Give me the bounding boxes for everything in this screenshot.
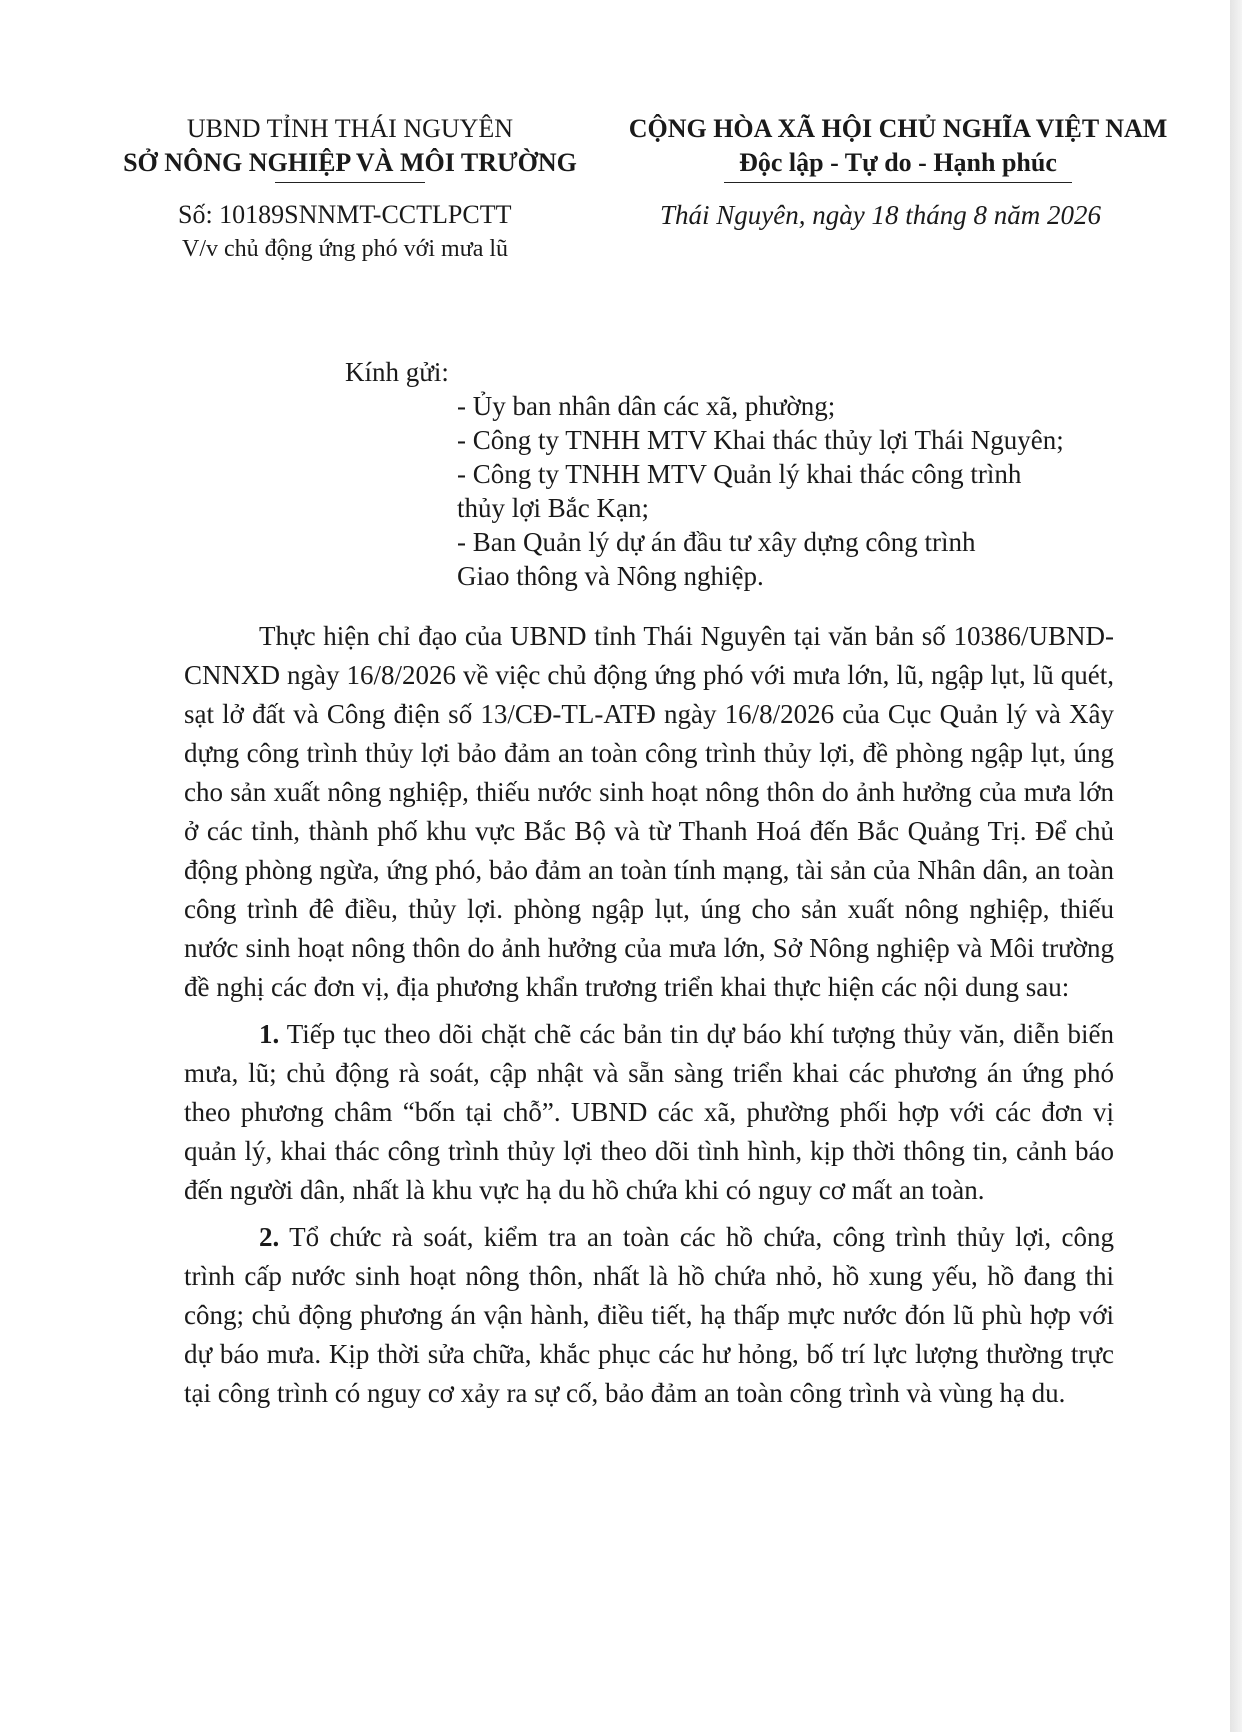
recipients-block	[345, 355, 1135, 593]
issuing-agency	[100, 112, 600, 183]
document-number: Số: 10189SNNMT-CCTLPCTT	[178, 200, 512, 229]
recipient-item: - Công ty TNHH MTV Khai thác thủy lợi Thái Nguyên;	[457, 425, 1064, 455]
document-subject: V/v chủ động ứng phó với mưa lũ	[182, 236, 509, 262]
recipient-item: - Công ty TNHH MTV Quản lý khai thác công trình	[457, 459, 1022, 489]
agency-parent: UBND TỈNH THÁI NGUYÊN	[186, 114, 514, 143]
paragraph-1	[184, 1015, 1114, 1210]
document-body	[184, 617, 1114, 1421]
paragraph-1-number: 1.	[259, 1019, 280, 1049]
recipients-greeting: Kính gửi:	[345, 357, 449, 387]
document-date: Thái Nguyên, ngày 18 tháng 8 năm 2026	[660, 200, 1101, 230]
agency-name: SỞ NÔNG NGHIỆP VÀ MÔI TRƯỜNG	[123, 148, 577, 177]
paragraph-2-text: Tổ chức rà soát, kiểm tra an toàn các hồ chứa, công trình thủy lợi, công trình cấp nước sinh hoạt nông thôn, nhất là hồ chứa nhỏ, hồ xung yếu, hồ đang thi công; chủ động phương án vận hành, điều tiết, hạ thấp mực nước đón lũ phù hợp với dự báo mưa. Kịp thời sửa chữa, khắc phục các hư hỏng, bố trí lực lượng thường trực tại công trình có nguy cơ xảy ra sự cố, bảo đảm an toàn công trình và vùng hạ du.	[184, 1222, 1114, 1408]
recipient-item: - Ủy ban nhân dân các xã, phường;	[457, 391, 836, 421]
motto: Độc lập - Tự do - Hạnh phúc	[739, 148, 1057, 177]
intro-paragraph: Thực hiện chỉ đạo của UBND tỉnh Thái Nguyên tại văn bản số 10386/UBND-CNNXD ngày 16/8/2026 về việc chủ động ứng phó với mưa lớn, lũ, ngập lụt, lũ quét, sạt lở đất và Công điện số 13/CĐ-TL-ATĐ ngày 16/8/2026 của Cục Quản lý và Xây dựng công trình thủy lợi bảo đảm an toàn công trình thủy lợi, đề phòng ngập lụt, úng cho sản xuất nông nghiệp, thiếu nước sinh hoạt nông thôn do ảnh hưởng của mưa lớn ở các tỉnh, thành phố khu vực Bắc Bộ và từ Thanh Hoá đến Bắc Quảng Trị. Để chủ động phòng ngừa, ứng phó, bảo đảm an toàn tính mạng, tài sản của Nhân dân, an toàn công trình đê điều, thủy lợi. phòng ngập lụt, úng cho sản xuất nông nghiệp, thiếu nước sinh hoạt nông thôn do ảnh hưởng của mưa lớn, Sở Nông nghiệp và Môi trường đề nghị các đơn vị, địa phương khẩn trương triển khai thực hiện các nội dung sau:	[184, 621, 1114, 1002]
recipients-list	[457, 389, 1135, 593]
motto-underline	[724, 182, 1072, 183]
recipient-item: thủy lợi Bắc Kạn;	[457, 493, 649, 523]
paragraph-2-number: 2.	[259, 1222, 280, 1252]
national-motto	[598, 112, 1198, 183]
country-name: CỘNG HÒA XÃ HỘI CHỦ NGHĨA VIỆT NAM	[628, 114, 1168, 143]
paragraph-1-text: Tiếp tục theo dõi chặt chẽ các bản tin dự báo khí tượng thủy văn, diễn biến mưa, lũ; chủ động rà soát, cập nhật và sẵn sàng triển khai các phương án ứng phó theo phương châm “bốn tại chỗ”. UBND các xã, phường phối hợp với các đơn vị quản lý, khai thác công trình thủy lợi theo dõi tình hình, kịp thời thông tin, cảnh báo đến người dân, nhất là khu vực hạ du hồ chứa khi có nguy cơ mất an toàn.	[184, 1019, 1114, 1205]
paragraph-2	[184, 1218, 1114, 1413]
recipient-item: Giao thông và Nông nghiệp.	[457, 561, 764, 591]
agency-underline	[275, 182, 425, 183]
recipient-item: - Ban Quản lý dự án đầu tư xây dựng công trình	[457, 527, 976, 557]
